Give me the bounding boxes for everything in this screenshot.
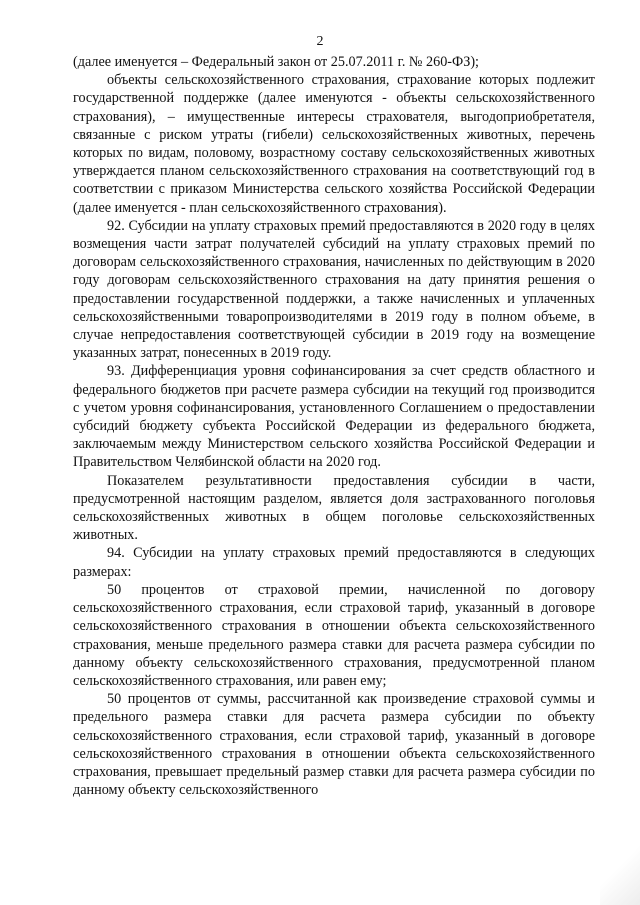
paragraph-93: 93. Дифференциация уровня софинансирования за счет средств областного и федерального бюджетов при расчете размера субсидии на текущий год производится с учетом уровня софинансирования, установленного Соглашением о предоставлении субсидий бюджету субъекта Российской Федерации из федерального бюджета, заключаемым между Министерством сельского хозяйства Российской Федерации и Правительством Челябинской области на 2020 год.: [73, 363, 595, 471]
paragraph-94: 94. Субсидии на уплату страховых премий предоставляются в следующих размерах:: [73, 545, 595, 580]
document-body: [73, 53, 595, 799]
paragraph-federal-law-reference: (далее именуется – Федеральный закон от 25.07.2011 г. № 260-ФЗ);: [73, 54, 480, 70]
paragraph-92: 92. Субсидии на уплату страховых премий предоставляются в 2020 году в целях возмещения части затрат получателей субсидий на уплату страховых премий по договорам сельскохозяйственного страхования, начисленных по действующим в 2020 году договорам сельскохозяйственного страхования на дату принятия решения о предоставлении государственной поддержки, а также начисленных и уплаченных сельскохозяйственными товаропроизводителями в 2019 году в полном объеме, в случае непредоставления соответствующей субсидии в 2019 году на возмещение указанных затрат, понесенных в 2019 году.: [73, 217, 595, 362]
paragraph-insurance-objects: объекты сельскохозяйственного страхования, страхование которых подлежит государственной поддержке (далее именуются - объекты сельскохозяйственного страхования), – имущественные интересы страхователя, выгодоприобретателя, связанные с риском утраты (гибели) сельскохозяйственных животных, перечень которых по видам, половому, возрастному составу сельскохозяйственных животных утверждается планом сельскохозяйственного страхования на соответствующий год в соответствии с приказом Министерства сельского хозяйства Российской Федерации (далее именуется - план сельскохозяйственного страхования).: [73, 72, 595, 216]
paragraph-50-percent-premium: 50 процентов от страховой премии, начисленной по договору сельскохозяйственного страхования, если страховой тариф, указанный в договоре сельскохозяйственного страхования в отношении объекта сельскохозяйственного страхования, меньше предельного размера ставки для расчета размера субсидии по данному объекту сельскохозяйственного страхования, предусмотренной планом сельскохозяйственного страхования, или равен ему;: [73, 581, 595, 689]
scan-edge-shadow: [600, 845, 640, 905]
paragraph-50-percent-sum: 50 процентов от суммы, рассчитанной как произведение страховой суммы и предельного размера ставки для расчета размера субсидии по объекту сельскохозяйственного страхования, если страховой тариф, указанный в договоре сельскохозяйственного страхования в отношении объекта сельскохозяйственного страхования, превышает предельный размер ставки для расчета размера субсидии по данному объекту сельскохозяйственного: [73, 691, 595, 799]
page-number: 2: [316, 34, 324, 49]
paragraph-performance-indicator: Показателем результативности предоставления субсидии в части, предусмотренной настоящим разделом, является доля застрахованного поголовья сельскохозяйственных животных в общем поголовье сельскохозяйственных животных.: [73, 472, 595, 544]
